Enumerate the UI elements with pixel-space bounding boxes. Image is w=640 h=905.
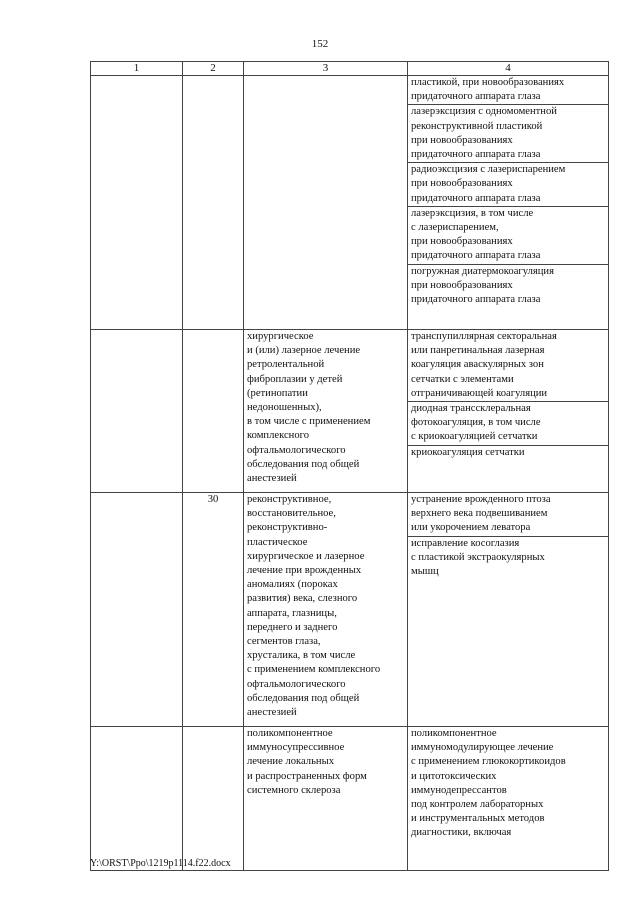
row-3-col-1 [91, 493, 183, 727]
page-number: 152 [311, 38, 329, 50]
method-item: лазерэксцизия с одномоментной реконструктивной пластикой при новообразованиях придаточного аппарата глаза [408, 104, 608, 162]
header-col-2: 2 [183, 62, 244, 76]
table-row [91, 330, 609, 493]
row-3-col-3: реконструктивное, восстановительное, реконструктивно- пластическое хирургическое и лазерное лечение при врожденных аномалиях (пороках развития) века, слезного аппарата, глазницы, переднего и заднего сегментов глаза, хрусталика, в том числе с применением комплексного офтальмологического обследования под общей анестезией [244, 493, 408, 727]
method-item: исправление косоглазия с пластикой экстраокулярных мышц [408, 536, 608, 580]
method-item: диодная транссклеральная фотокоагуляция, в том числе с криокоагуляцией сетчатки [408, 401, 608, 445]
row-4-col-1 [91, 727, 183, 871]
row-2-col-1 [91, 330, 183, 493]
row-3-col-4 [408, 493, 609, 727]
table-row [91, 493, 609, 727]
header-col-3: 3 [244, 62, 408, 76]
row-3-col-2: 30 [183, 493, 244, 727]
row-4-col-3: поликомпонентное иммуносупрессивное лечение локальных и распространенных форм системного склероза [244, 727, 408, 871]
header-col-4: 4 [408, 62, 609, 76]
header-col-1: 1 [91, 62, 183, 76]
method-item: криокоагуляция сетчатки [408, 445, 608, 460]
table-row [91, 76, 609, 330]
method-item: пластикой, при новообразованиях придаточного аппарата глаза [411, 77, 565, 103]
method-item: лазерэксцизия, в том числе с лазериспарением, при новообразованиях придаточного аппарата глаза [408, 206, 608, 264]
row-2-col-2 [183, 330, 244, 493]
method-item: погружная диатермокоагуляция при новообразованиях придаточного аппарата глаза [408, 264, 608, 308]
table-header-row [91, 62, 609, 76]
row-2-col-4 [408, 330, 609, 493]
method-item: радиоэксцизия с лазериспарением при новообразованиях придаточного аппарата глаза [408, 162, 608, 206]
method-item: устранение врожденного птоза верхнего века подвешиванием или укорочением леватора [411, 494, 551, 534]
row-4-col-4 [408, 727, 609, 871]
table-row [91, 727, 609, 871]
row-1-col-3 [244, 76, 408, 330]
row-4-col-2 [183, 727, 244, 871]
row-1-col-2 [183, 76, 244, 330]
row-1-col-4 [408, 76, 609, 330]
method-item: транспупиллярная секторальная или панретинальная лазерная коагуляция аваскулярных зон сетчатки с элементами отграничивающей коагуляции [411, 331, 557, 399]
footer-file-path: Y:\ORST\Ppo\1219p1114.f22.docx [90, 858, 231, 869]
row-2-col-3: хирургическое и (или) лазерное лечение ретролентальной фиброплазии у детей (ретинопатии недоношенных), в том числе с применением комплексного офтальмологического обследования под общей анестезией [244, 330, 408, 493]
method-item: поликомпонентное иммуномодулирующее лечение с применением глюкокортикоидов и цитотоксических иммунодепрессантов под контролем лабораторных и инструментальных методов диагностики, включая [411, 728, 566, 839]
medical-care-table [90, 61, 609, 871]
row-1-col-1 [91, 76, 183, 330]
